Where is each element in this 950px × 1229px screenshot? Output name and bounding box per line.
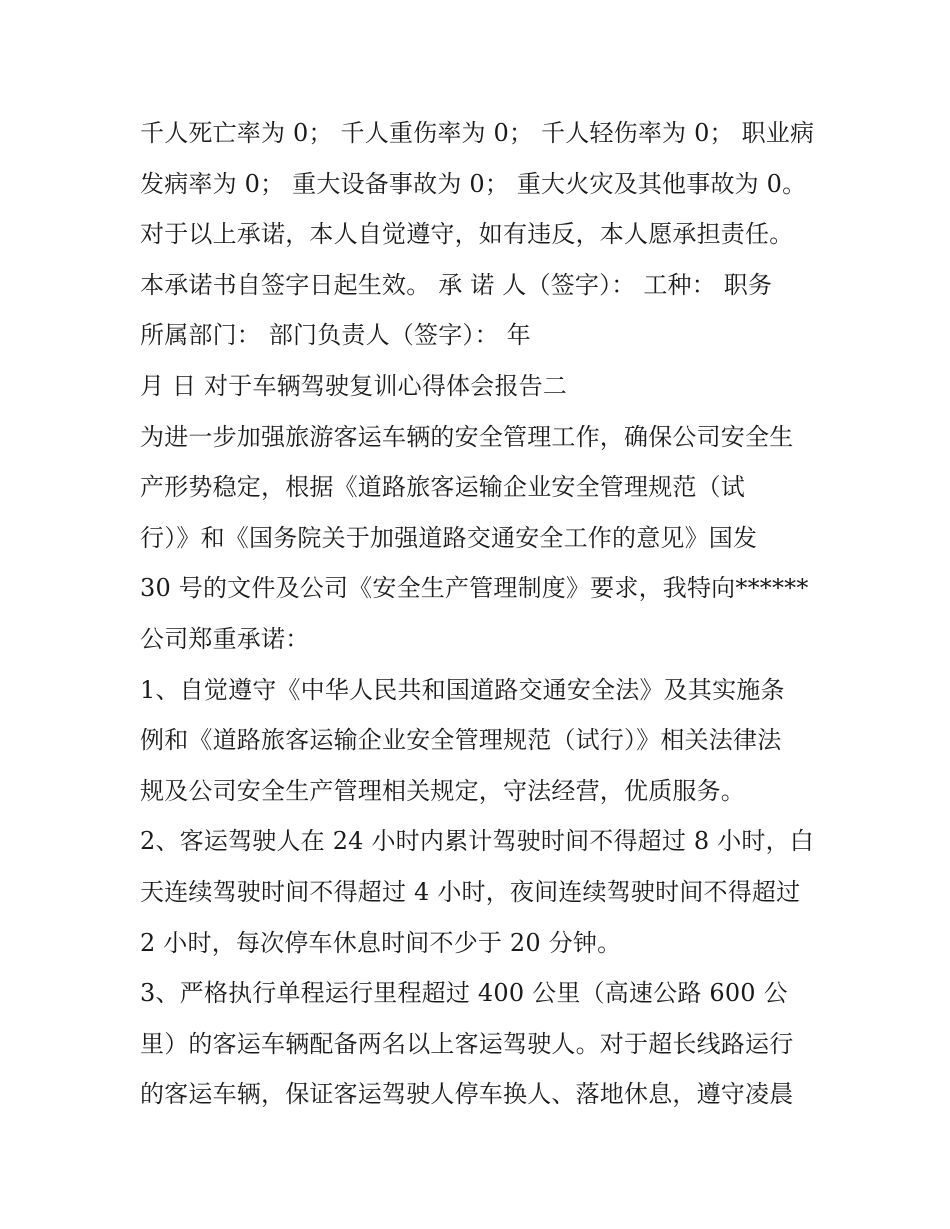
text-line: 规及公司安全生产管理相关规定，守法经营，优质服务。 xyxy=(140,776,745,805)
text-line: 例和《道路旅客运输企业安全管理规范（试行）》相关法律法 xyxy=(140,726,782,755)
text-line: 千人死亡率为 0； 千人重伤率为 0； 千人轻伤率为 0； 职业病 xyxy=(140,119,815,147)
text-line: 里）的客运车辆配备两名以上客运驾驶人。对于超长线路运行 xyxy=(140,1029,794,1058)
text-line: 所属部门： 部门负责人（签字）： 年 xyxy=(140,321,531,350)
text-line: 产形势稳定，根据《道路旅客运输企业安全管理规范（试 xyxy=(140,473,745,502)
text-line: 30 号的文件及公司《安全生产管理制度》要求，我特向****** xyxy=(140,574,809,603)
text-line: 对于以上承诺，本人自觉遵守，如有违反，本人愿承担责任。 xyxy=(140,220,794,249)
text-line: 3、严格执行单程运行里程超过 400 公里（高速公路 600 公 xyxy=(140,979,788,1008)
text-line: 为进一步加强旅游客运车辆的安全管理工作，确保公司安全生 xyxy=(140,422,794,451)
text-line: 行）》和《国务院关于加强道路交通安全工作的意见》国发 xyxy=(140,523,758,552)
document-body xyxy=(140,108,840,1120)
text-line: 发病率为 0； 重大设备事故为 0； 重大火灾及其他事故为 0。 xyxy=(140,169,807,198)
text-line: 公司郑重承诺： xyxy=(140,624,310,653)
text-line: 2 小时，每次停车休息时间不少于 20 分钟。 xyxy=(140,928,622,957)
text-line: 月 日 对于车辆驾驶复训心得体会报告二 xyxy=(140,371,568,400)
text-line: 本承诺书自签字日起生效。 承 诺 人（签字）： 工种： 职务 xyxy=(140,270,773,299)
text-line: 1、自觉遵守《中华人民共和国道路交通安全法》及其实施条 xyxy=(140,675,785,704)
text-line: 天连续驾驶时间不得超过 4 小时，夜间连续驾驶时间不得超过 xyxy=(140,877,801,906)
text-line: 2、客运驾驶人在 24 小时内累计驾驶时间不得超过 8 小时，白 xyxy=(140,827,814,856)
text-line: 的客运车辆，保证客运驾驶人停车换人、落地休息，遵守凌晨 xyxy=(140,1080,794,1109)
